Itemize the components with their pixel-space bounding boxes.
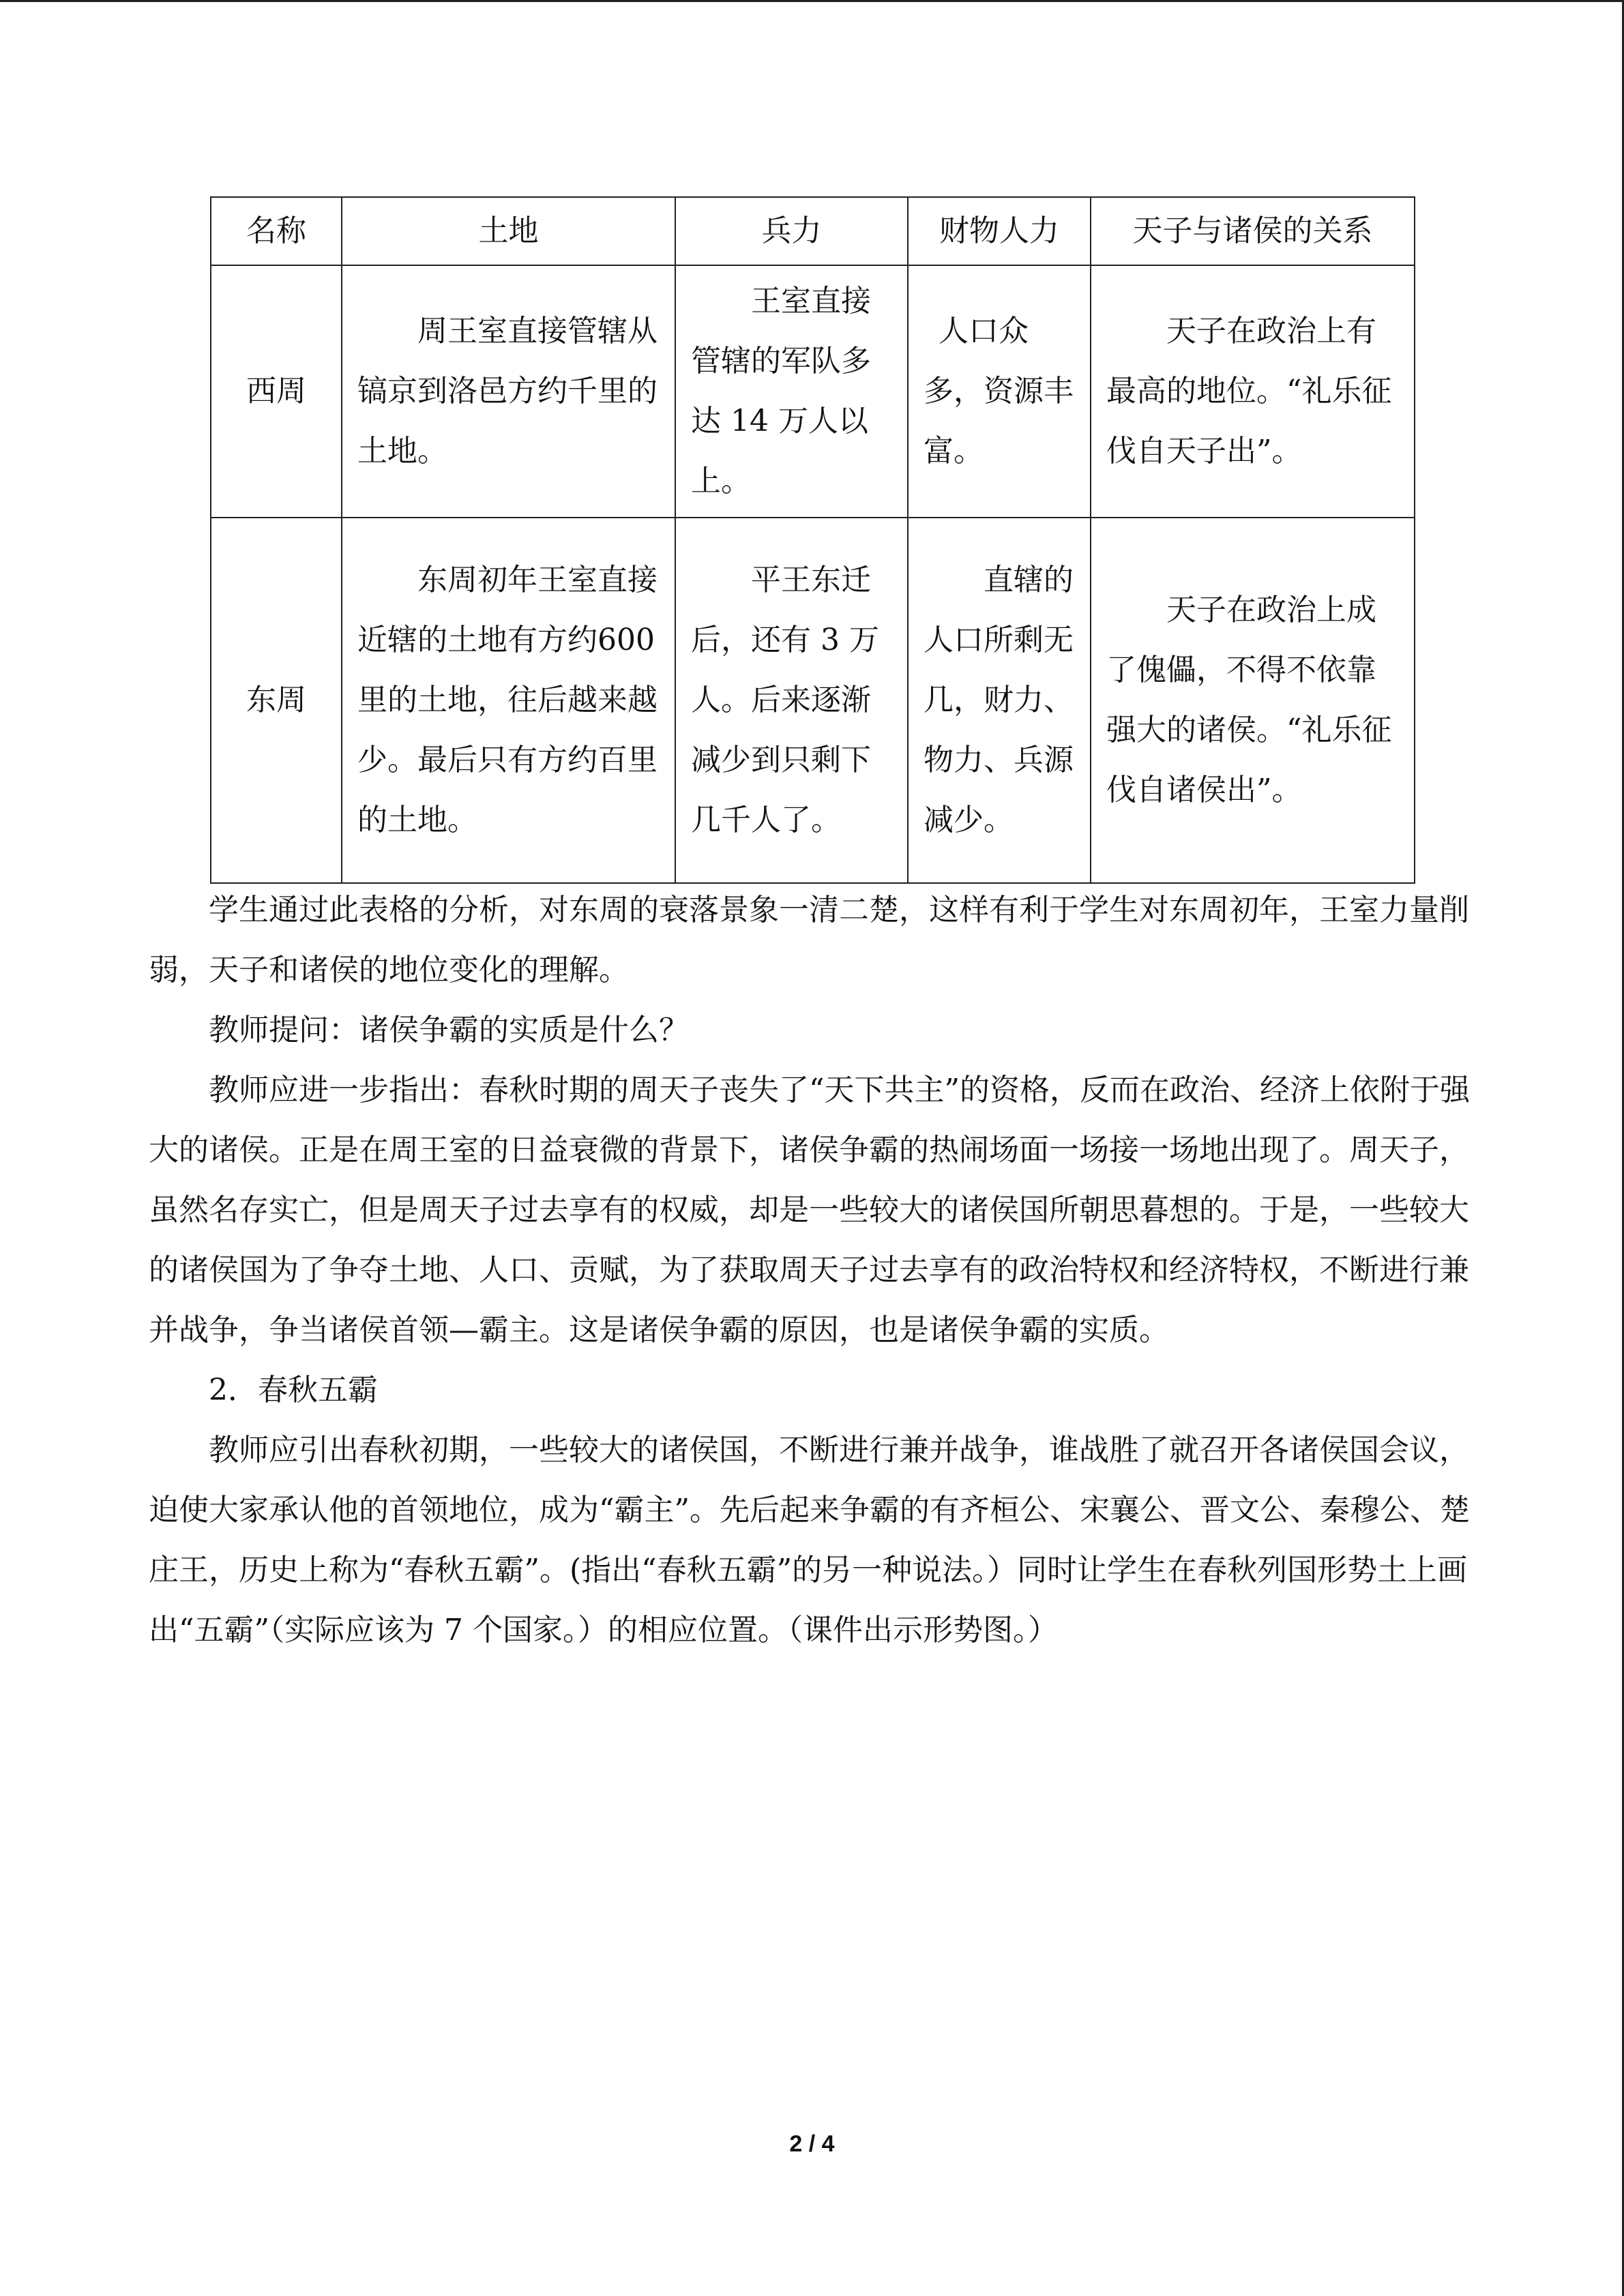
table-row bbox=[211, 265, 1415, 518]
army-cell: 王室直接管辖的军队多达 14 万人以上。 bbox=[675, 265, 908, 518]
header-name: 名称 bbox=[211, 197, 342, 265]
wealth-cell: 直辖的人口所剩无几，财力、物力、兵源减少。 bbox=[908, 518, 1091, 883]
body-text bbox=[149, 880, 1475, 1660]
land-cell: 周王室直接管辖从镐京到洛邑方约千里的土地。 bbox=[342, 265, 675, 518]
row-name-cell: 西周 bbox=[211, 265, 342, 518]
header-wealth: 财物人力 bbox=[908, 197, 1091, 265]
section-heading: 2．春秋五霸 bbox=[209, 1373, 378, 1407]
table-header-row bbox=[211, 197, 1415, 265]
paragraph-explanation: 教师应进一步指出：春秋时期的周天子丧失了“天下共主”的资格，反而在政治、经济上依附于强大的诸侯。正是在周王室的日益衰微的背景下，诸侯争霸的热闹场面一场接一场地出现了。周天子，虽然名存实亡，但是周天子过去享有的权威，却是一些较大的诸侯国所朝思暮想的。于是，一些较大的诸侯国为了争夺土地、人口、贡赋，为了获取周天子过去享有的政治特权和经济特权，不断进行兼并战争，争当诸侯首领—霸主。这是诸侯争霸的原因，也是诸侯争霸的实质。 bbox=[149, 1073, 1470, 1347]
paragraph-five-hegemons: 教师应引出春秋初期，一些较大的诸侯国，不断进行兼并战争，谁战胜了就召开各诸侯国会议，迫使大家承认他的首领地位，成为“霸主”。先后起来争霸的有齐桓公、宋襄公、晋文公、秦穆公、楚庄王，历史上称为“春秋五霸”。(指出“春秋五霸”的另一种说法。）同时让学生在春秋列国形势土上画出“五霸”（实际应该为 7 个国家。）的相应位置。（课件出示形势图。） bbox=[149, 1433, 1470, 1648]
wealth-cell: 人口众多，资源丰富。 bbox=[908, 265, 1091, 518]
page-top-border bbox=[0, 0, 1624, 2]
paragraph-analysis: 学生通过此表格的分析，对东周的衰落景象一清二楚，这样有利于学生对东周初年，王室力量削弱，天子和诸侯的地位变化的理解。 bbox=[149, 893, 1469, 987]
army-cell: 平王东迁后，还有 3 万人。后来逐渐减少到只剩下几千人了。 bbox=[675, 518, 908, 883]
header-relation: 天子与诸侯的关系 bbox=[1091, 197, 1415, 265]
header-army: 兵力 bbox=[675, 197, 908, 265]
relation-cell: 天子在政治上成了傀儡，不得不依靠强大的诸侯。“礼乐征伐自诸侯出”。 bbox=[1091, 518, 1415, 883]
relation-cell: 天子在政治上有最高的地位。“礼乐征伐自天子出”。 bbox=[1091, 265, 1415, 518]
land-cell: 东周初年王室直接近辖的土地有方约600 里的土地，往后越来越少。最后只有方约百里的土地。 bbox=[342, 518, 675, 883]
row-name-cell: 东周 bbox=[211, 518, 342, 883]
header-land: 土地 bbox=[342, 197, 675, 265]
table-row bbox=[211, 518, 1415, 883]
page-number: 2 / 4 bbox=[789, 2131, 835, 2157]
paragraph-question: 教师提问：诸侯争霸的实质是什么？ bbox=[209, 1013, 689, 1047]
comparison-table bbox=[210, 196, 1415, 884]
